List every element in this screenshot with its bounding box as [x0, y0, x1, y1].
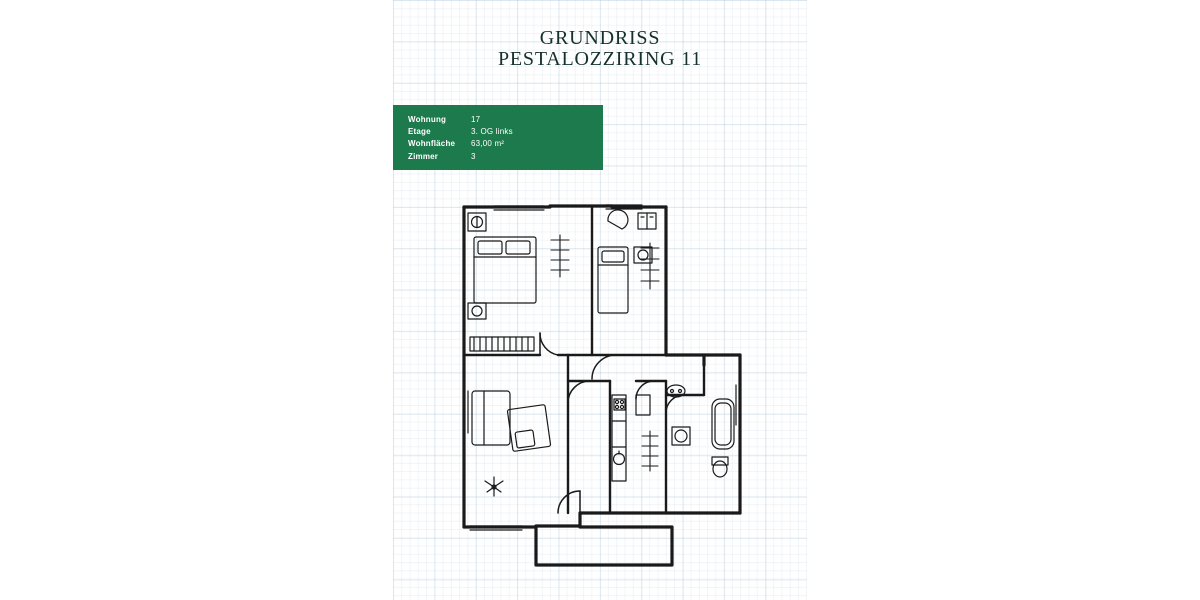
info-value-zimmer: 3: [471, 151, 476, 161]
furniture-bedroom-small: [598, 210, 656, 313]
floorplan-svg: [440, 195, 780, 575]
info-label-wohnflaeche: Wohnfläche: [408, 139, 456, 149]
furniture-bathroom: [667, 385, 734, 477]
info-row-wohnflaeche: [393, 138, 603, 150]
info-row-zimmer: [393, 151, 603, 163]
info-row-wohnung: [393, 114, 603, 126]
interior-walls: [464, 207, 704, 513]
furniture-living-room: [472, 391, 551, 496]
info-value-wohnflaeche: 63,00 m²: [471, 139, 505, 149]
page-title: [393, 28, 807, 70]
title-line-1: GRUNDRISS: [539, 27, 661, 49]
info-label-zimmer: Zimmer: [408, 151, 439, 161]
info-row-etage: [393, 126, 603, 138]
furniture-kitchen: [612, 395, 650, 481]
info-label-etage: Etage: [408, 127, 431, 137]
info-value-wohnung: 17: [471, 115, 481, 124]
floorplan-drawing: [440, 195, 780, 575]
info-value-etage: 3. OG links: [471, 127, 513, 137]
furniture-bedroom-large: [468, 213, 536, 351]
title-line-2: PESTALOZZIRING 11: [497, 48, 703, 70]
info-label-wohnung: Wohnung: [408, 115, 447, 124]
apartment-info-box: [393, 105, 603, 170]
